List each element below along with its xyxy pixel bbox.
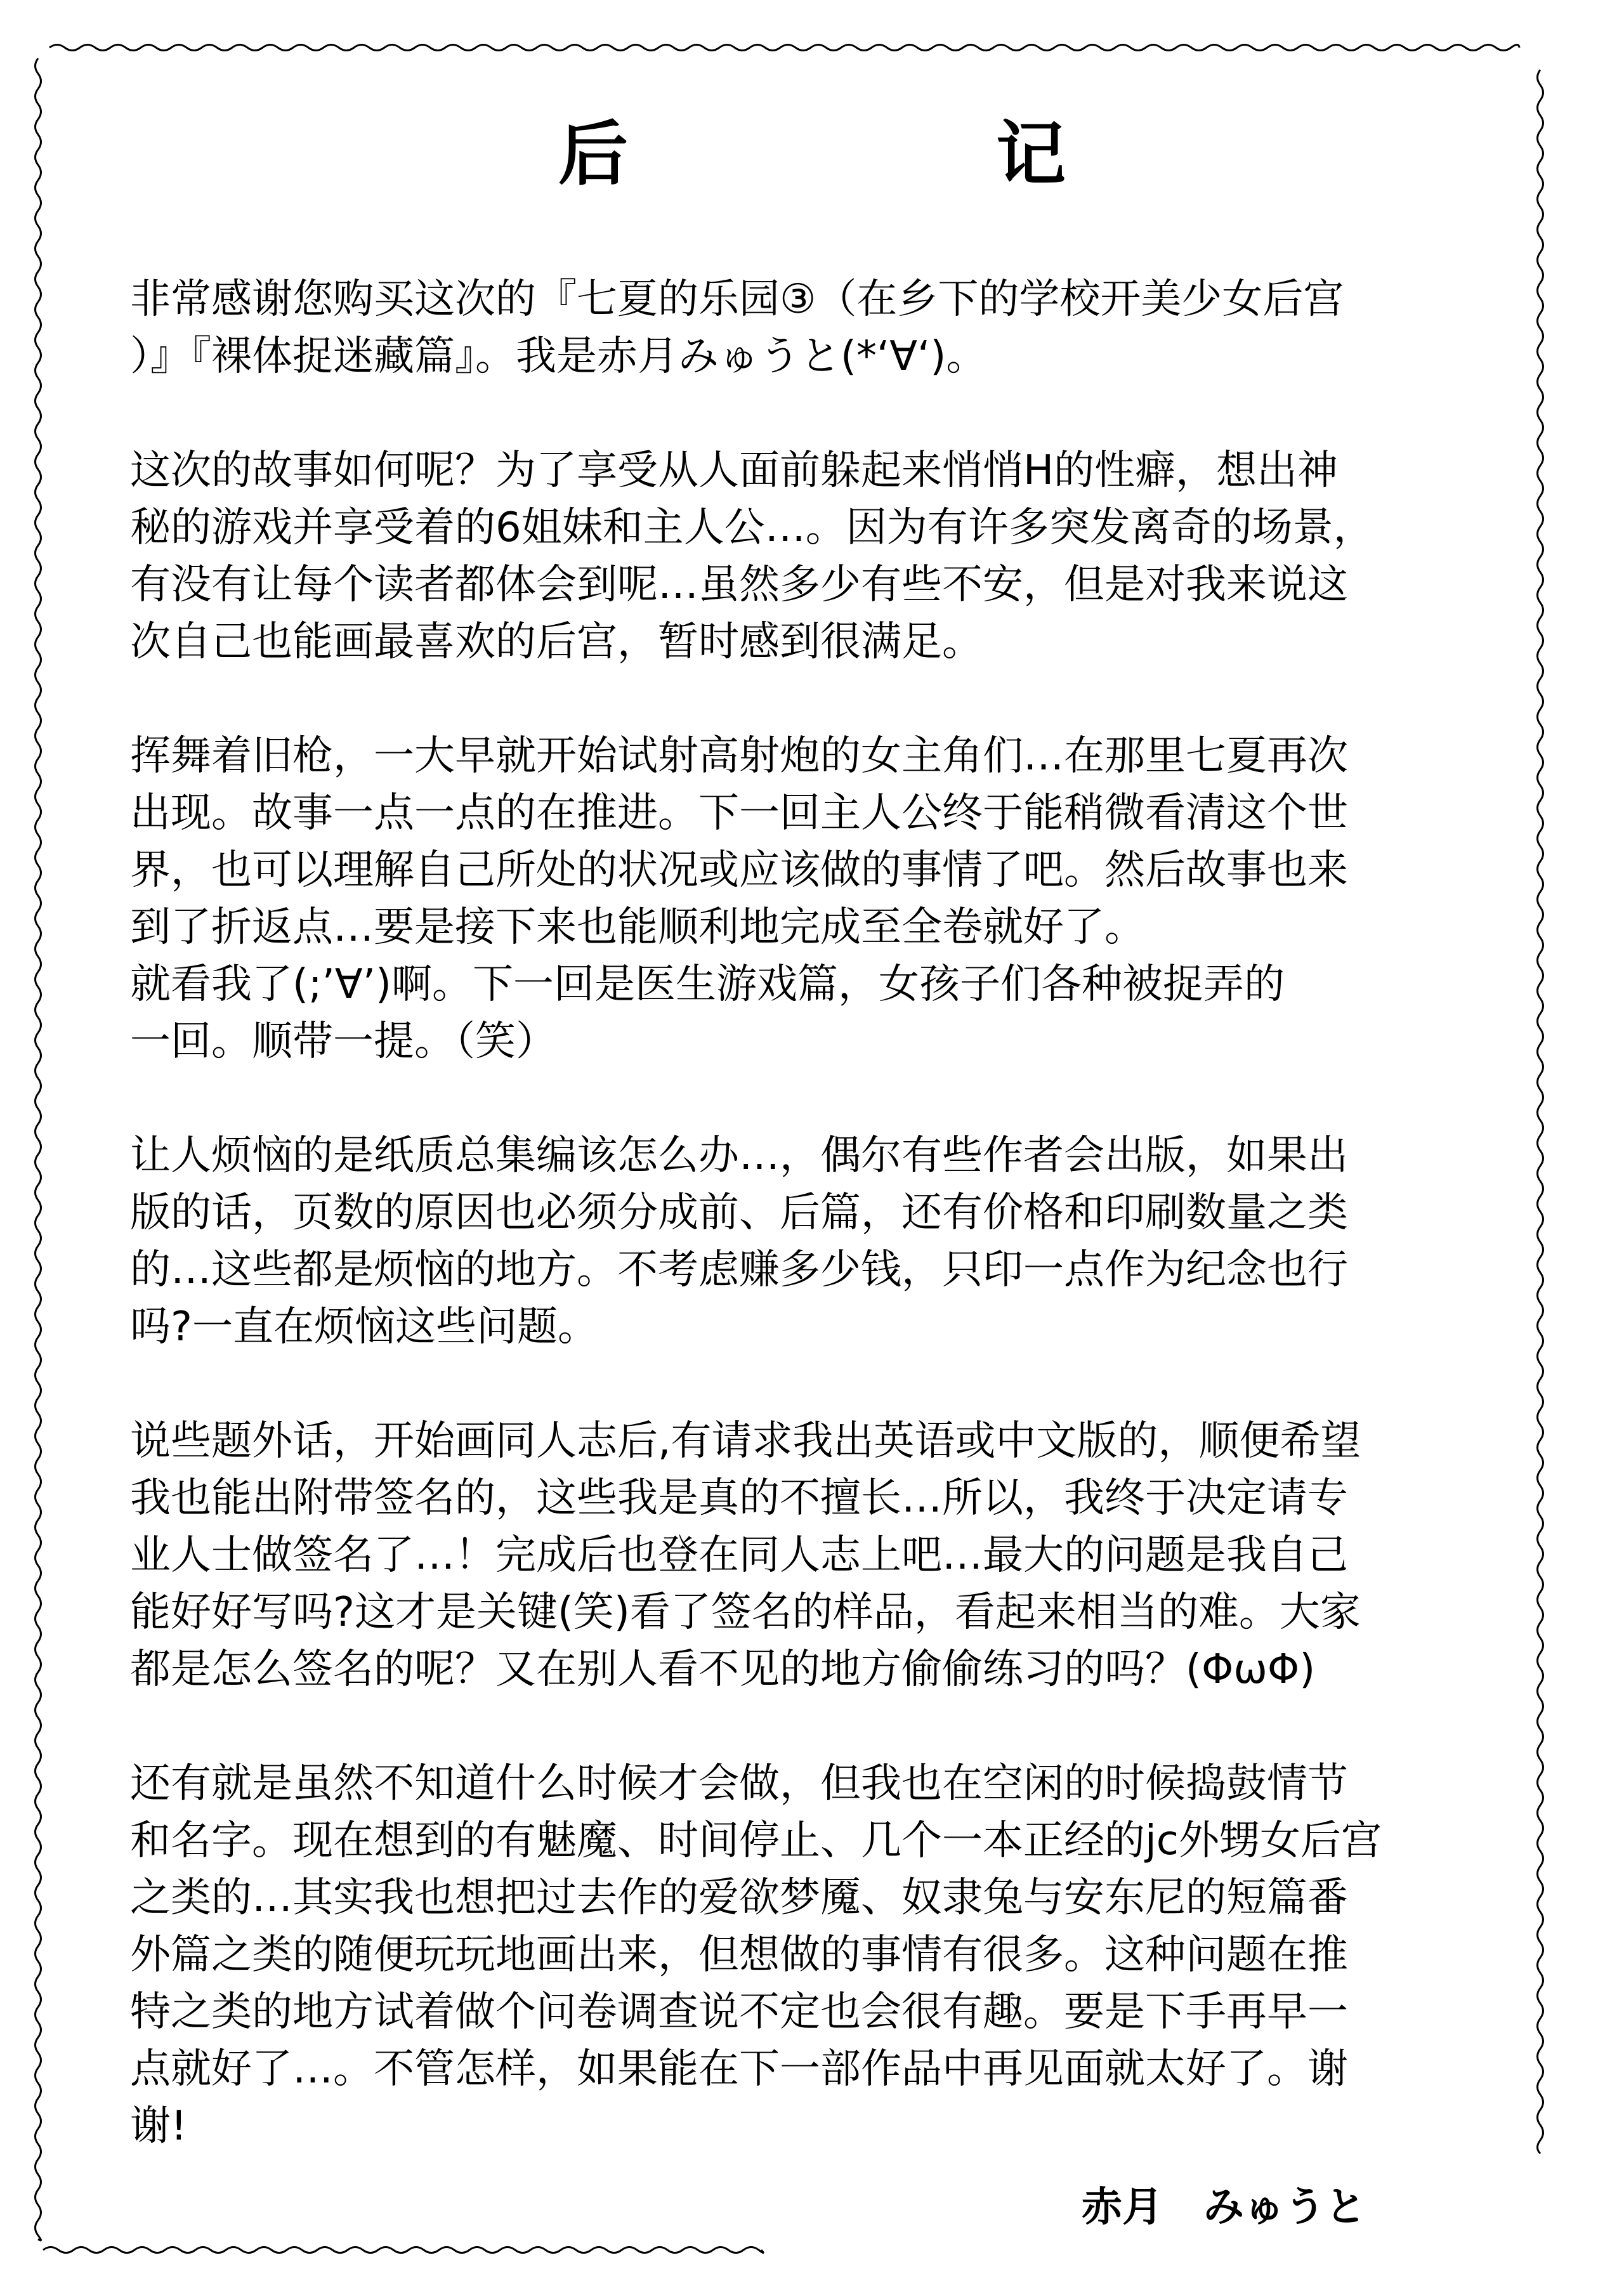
page-title: [558, 107, 1066, 202]
paragraph-line: 和名字。现在想到的有魅魔、时间停止、几个一本正经的jc外甥女后宫: [130, 1817, 1382, 1864]
paragraph: [130, 1127, 1488, 1356]
paragraph: [130, 1755, 1488, 2155]
page-title-char-1: 后: [558, 114, 628, 195]
paragraph-line: 的…这些都是烦恼的地方。不考虑赚多少钱，只印一点作为纪念也行: [130, 1246, 1348, 1293]
paragraph: [130, 442, 1488, 670]
paragraph-line: 出现。故事一点一点的在推进。下一回主人公终于能稍微看清这个世: [130, 790, 1348, 837]
wavy-border-left: [36, 58, 41, 2240]
paragraph-line: 还有就是虽然不知道什么时候才会做，但我也在空闲的时候捣鼓情节: [130, 1760, 1348, 1807]
paragraph-line: 都是怎么签名的呢？又在别人看不见的地方偷偷练习的吗？(ΦωΦ): [130, 1646, 1316, 1693]
paragraph-line: 外篇之类的随便玩玩地画出来，但想做的事情有很多。这种问题在推: [130, 1932, 1348, 1978]
paragraph-line: ）』『裸体捉迷藏篇』。我是赤月みゅうと(*‘∀‘)。: [130, 333, 987, 380]
author-signature: 赤月 みゅうと: [1082, 2183, 1366, 2231]
paragraph-line: 这次的故事如何呢？为了享受从人面前躲起来悄悄H的性癖，想出神: [130, 447, 1339, 494]
paragraph-line: 说些题外话，开始画同人志后,有请求我出英语或中文版的，顺便希望: [130, 1418, 1361, 1465]
paragraph-line: 界，也可以理解自己所处的状况或应该做的事情了吧。然后故事也来: [130, 847, 1348, 894]
paragraph-line: 一回。顺带一提。（笑）: [130, 1018, 556, 1065]
paragraph-line: 让人烦恼的是纸质总集编该怎么办…，偶尔有些作者会出版，如果出: [130, 1132, 1348, 1179]
paragraph-line: 特之类的地方试着做个问卷调查说不定也会很有趣。要是下手再早一: [130, 1989, 1348, 2036]
paragraph-line: 次自己也能画最喜欢的后宫，暂时感到很满足。: [130, 618, 983, 665]
paragraph-line: 到了折返点…要是接下来也能顺利地完成至全卷就好了。: [130, 904, 1145, 951]
paragraph-line: 吗?一直在烦恼这些问题。: [130, 1304, 598, 1350]
paragraph-line: 我也能出附带签名的，这些我是真的不擅长…所以，我终于决定请专: [130, 1475, 1348, 1522]
wavy-border-top: [49, 45, 1519, 51]
paragraph: [130, 728, 1488, 1070]
wavy-border-right: [1538, 70, 1543, 2154]
paragraph-line: 版的话，页数的原因也必须分成前、后篇，还有价格和印刷数量之类: [130, 1189, 1348, 1236]
paragraph-line: 非常感谢您购买这次的『七夏的乐园③（在乡下的学校开美少女后宫: [130, 276, 1344, 323]
paragraph-line: 有没有让每个读者都体会到呢…虽然多少有些不安，但是对我来说这: [130, 561, 1348, 608]
paragraph: [130, 271, 1488, 385]
paragraph-line: 就看我了(;’∀’)啊。下一回是医生游戏篇，女孩子们各种被捉弄的: [130, 961, 1285, 1008]
afterword-body: [130, 271, 1488, 2212]
paragraph-line: 挥舞着旧枪，一大早就开始试射高射炮的女主角们…在那里七夏再次: [130, 733, 1348, 780]
paragraph-line: 秘的游戏并享受着的6姐妹和主人公…。因为有许多突发离奇的场景，: [130, 504, 1374, 551]
paragraph-line: 谢!: [130, 2103, 187, 2150]
paragraph-line: 业人士做签名了…！完成后也登在同人志上吧…最大的问题是我自己: [130, 1532, 1348, 1579]
page-title-char-2: 记: [996, 114, 1066, 195]
paragraph-line: 能好好写吗?这才是关键(笑)看了签名的样品，看起来相当的难。大家: [130, 1589, 1361, 1636]
paragraph-line: 之类的…其实我也想把过去作的爱欲梦魇、奴隶兔与安东尼的短篇番: [130, 1874, 1348, 1921]
paragraph: [130, 1413, 1488, 1698]
wavy-border-bottom: [43, 2247, 763, 2253]
paragraph-line: 点就好了…。不管怎样，如果能在下一部作品中再见面就太好了。谢: [130, 2046, 1348, 2093]
